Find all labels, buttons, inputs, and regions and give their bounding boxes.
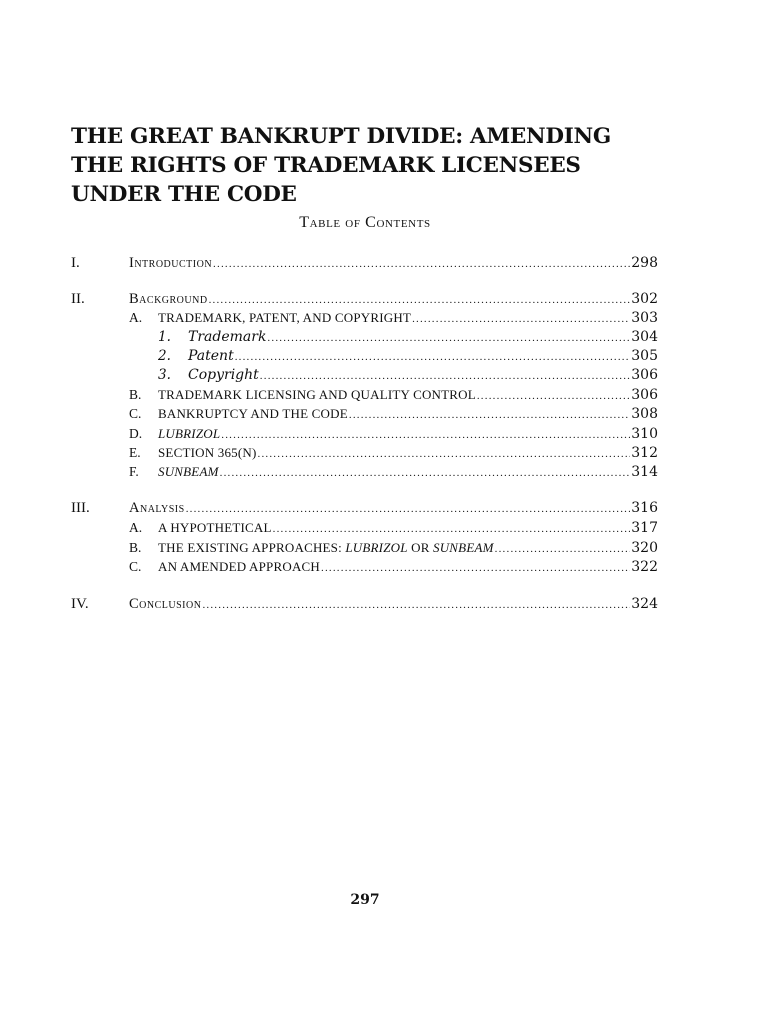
toc-page: 304 xyxy=(631,329,658,345)
toc-number: IV. xyxy=(71,596,89,612)
toc-label-text: THE EXISTING APPROACHES: xyxy=(158,540,346,555)
toc-entry-amended-approach[interactable] xyxy=(71,558,658,576)
toc-label: Conclusion xyxy=(129,596,202,612)
toc-label-italic: SUNBEAM xyxy=(158,464,219,479)
toc-number: 1. xyxy=(158,329,171,345)
toc-label: Trademark xyxy=(188,329,267,345)
toc-page: 324 xyxy=(631,596,658,612)
toc-page: 312 xyxy=(631,445,658,461)
toc-entry-existing-approaches[interactable] xyxy=(71,539,658,557)
toc-label xyxy=(158,463,219,481)
toc-entry-copyright[interactable] xyxy=(71,366,658,384)
dot-leader xyxy=(202,596,630,614)
toc-label: AN AMENDED APPROACH xyxy=(158,559,320,574)
toc-page: 306 xyxy=(631,367,658,383)
toc-page: 305 xyxy=(631,348,658,364)
toc-number: B. xyxy=(129,387,142,402)
title-line: UNDER THE CODE xyxy=(71,182,297,207)
toc-number: E. xyxy=(129,445,141,460)
toc-page: 320 xyxy=(631,540,658,556)
toc-page: 310 xyxy=(631,426,658,442)
toc-number: 3. xyxy=(158,367,171,383)
toc-number: I. xyxy=(71,255,80,271)
toc-entry-section-365n[interactable] xyxy=(71,444,658,462)
toc-entry-analysis[interactable] xyxy=(71,499,658,517)
toc-label: TRADEMARK, PATENT, AND COPYRIGHT xyxy=(158,310,412,325)
dot-leader xyxy=(221,426,630,444)
toc-entry-lubrizol[interactable] xyxy=(71,425,658,443)
toc-page: 316 xyxy=(631,500,658,516)
toc-label-italic: SUNBEAM xyxy=(433,540,494,555)
toc-number: 2. xyxy=(158,348,171,364)
dot-leader xyxy=(495,540,631,558)
dot-leader xyxy=(273,520,631,538)
toc-label-italic: LUBRIZOL xyxy=(158,426,221,441)
toc-label: Background xyxy=(129,291,208,307)
page-number: 297 xyxy=(350,892,380,908)
toc-entry-patent[interactable] xyxy=(71,347,658,365)
dot-leader xyxy=(213,255,630,273)
toc-entry-background[interactable] xyxy=(71,290,658,308)
toc-entry-introduction[interactable] xyxy=(71,254,658,272)
toc-label: Patent xyxy=(188,348,234,364)
toc-entry-sunbeam[interactable] xyxy=(71,463,658,481)
toc-entry-hypothetical[interactable] xyxy=(71,519,658,537)
toc-page: 308 xyxy=(631,406,658,422)
toc-label: Introduction xyxy=(129,255,213,271)
toc-label: Analysis xyxy=(129,500,185,516)
toc-entry-trademark-licensing[interactable] xyxy=(71,386,658,404)
dot-leader xyxy=(412,310,630,328)
toc-number: F. xyxy=(129,464,139,479)
dot-leader xyxy=(186,500,631,518)
toc-label-italic: LUBRIZOL xyxy=(345,540,408,555)
toc-page: 314 xyxy=(631,464,658,480)
title-line: THE GREAT BANKRUPT DIVIDE: AMENDING xyxy=(71,124,611,149)
toc-page: 306 xyxy=(631,387,658,403)
toc-label: SECTION 365(N) xyxy=(158,445,257,460)
dot-leader xyxy=(321,559,630,577)
toc-label: Copyright xyxy=(188,367,259,383)
toc-number: A. xyxy=(129,520,143,535)
dot-leader xyxy=(260,367,630,385)
toc-number: III. xyxy=(71,500,90,516)
toc-page: 322 xyxy=(631,559,658,575)
toc-number: II. xyxy=(71,291,85,307)
toc-heading: Table of Contents xyxy=(299,214,431,231)
dot-leader xyxy=(220,464,631,482)
dot-leader xyxy=(258,445,631,463)
toc-number: B. xyxy=(129,540,142,555)
dot-leader xyxy=(209,291,631,309)
toc-label xyxy=(158,425,220,443)
dot-leader xyxy=(349,406,630,424)
toc-label xyxy=(158,539,494,557)
toc-entry-bankruptcy-code[interactable] xyxy=(71,405,658,423)
dot-leader xyxy=(235,348,631,366)
title-line: THE RIGHTS OF TRADEMARK LICENSEES xyxy=(71,153,581,178)
toc-number: C. xyxy=(129,559,142,574)
toc-page: 303 xyxy=(631,310,658,326)
dot-leader xyxy=(267,329,630,347)
toc-number: A. xyxy=(129,310,143,325)
toc-page: 298 xyxy=(631,255,658,271)
toc-page: 302 xyxy=(631,291,658,307)
toc-page: 317 xyxy=(631,520,658,536)
toc-label: A HYPOTHETICAL xyxy=(158,520,272,535)
toc-number: C. xyxy=(129,406,142,421)
toc-label: BANKRUPTCY AND THE CODE xyxy=(158,406,348,421)
toc-label-text: OR xyxy=(407,540,434,555)
toc-number: D. xyxy=(129,426,143,441)
dot-leader xyxy=(477,387,630,405)
toc-entry-trademark[interactable] xyxy=(71,328,658,346)
article-title xyxy=(71,122,691,209)
toc-entry-trademark-patent-copyright[interactable] xyxy=(71,309,658,327)
toc-entry-conclusion[interactable] xyxy=(71,595,658,613)
toc-label: TRADEMARK LICENSING AND QUALITY CONTROL xyxy=(158,387,476,402)
